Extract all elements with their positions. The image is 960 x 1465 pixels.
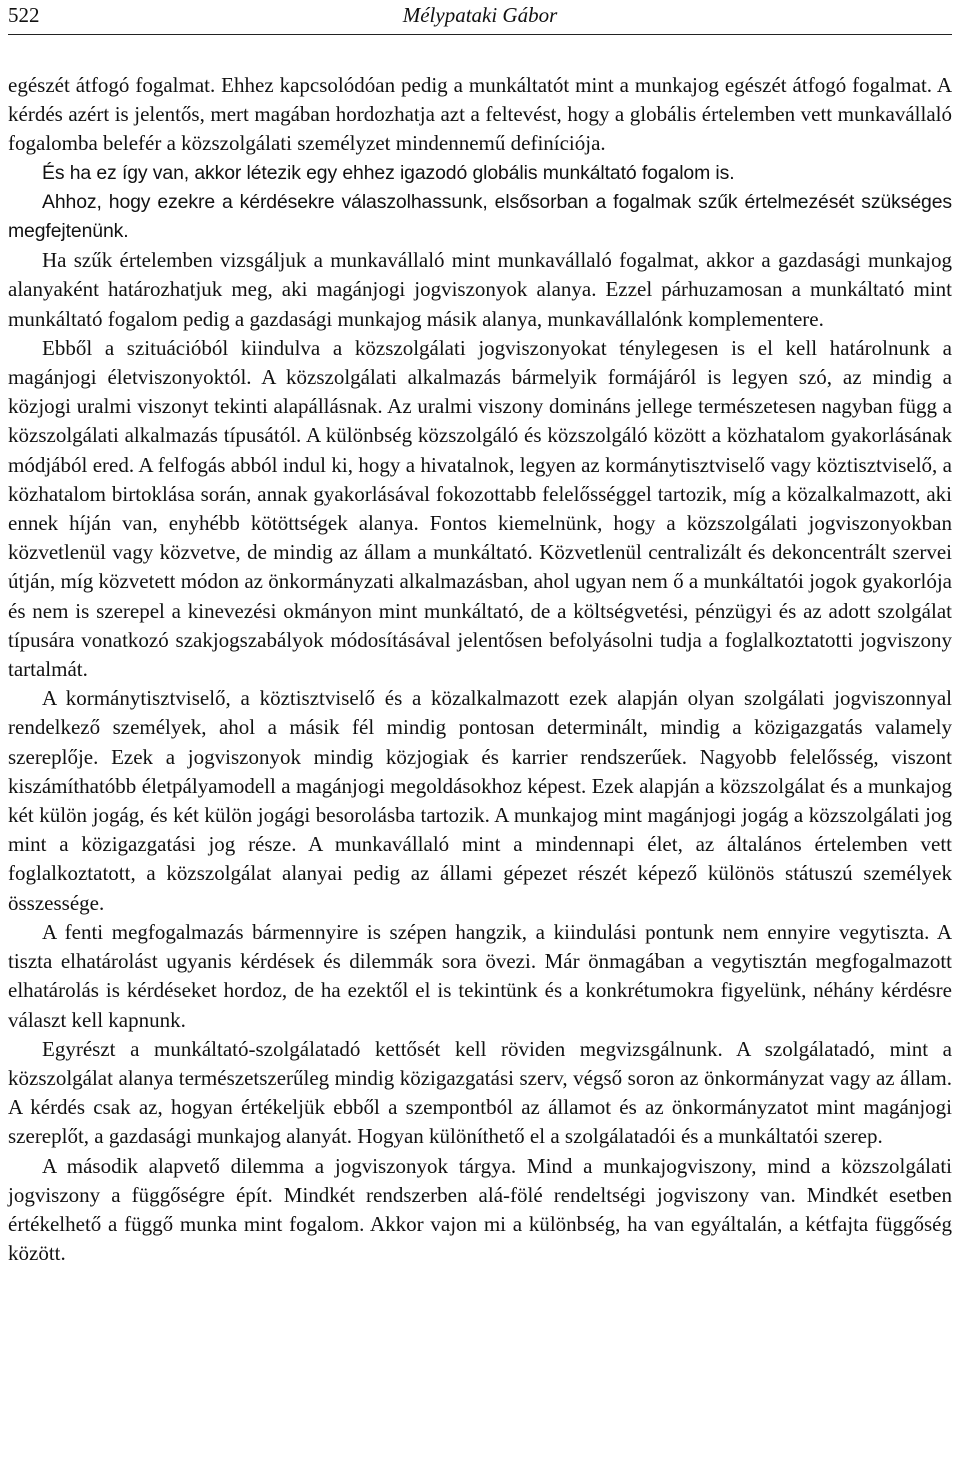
paragraph-5: Ebből a szituációból kiindulva a közszolgálati jogviszonyokat ténylegesen is el kell határolnunk a magánjogi életviszonyoktól. A közszolgálati alkalmazás bármelyik formájáról is legyen szó, az mindig a közjogi uralmi viszonyt tekinti alapállásnak. Az uralmi viszony domináns jellege természetesen nagyban függ a közszolgálati alkalmazás típusától. A különbség közszolgáló és közszolgáló között a közhatalom gyakorlásának módjából ered. A felfogás abból indul ki, hogy a hivatalnok, legyen az kormánytisztviselő vagy köztisztviselő, a közhatalom birtoklása során, annak gyakorlásával fokozottabb felelősséggel tartozik, míg a közalkalmazott, aki ennek híján van, enyhébb kötöttségek alanya. Fontos kiemelnünk, hogy a közszolgálati jogviszonyokban közvetlenül vagy közvetve, de mindig az állam a munkáltató. Közvetlenül centralizált és dekoncentrált szervei útján, míg közvetett módon az önkormányzati alkalmazásban, ahol ugyan nem ő a munkáltatói jogok gyakorlója és nem is szerepel a kinevezési okmányon mint munkáltató, de a költségvetési, pénzügyi és az adott szolgálat típusára vonatkozó szakjogszabályok módosításával jelentősen befolyásolni tudja a foglalkoztatotti jogviszony tartalmát.	[8, 335, 952, 682]
running-title: Mélypataki Gábor	[402, 3, 558, 27]
running-header	[8, 0, 952, 35]
paragraph-1: egészét átfogó fogalmat. Ehhez kapcsolódóan pedig a munkáltatót mint a munkajog egészét átfogó fogalmat. A kérdés azért is jelentős, mert magában hordozhatja azt a feltevést, hogy a globális értelemben vett munkavállaló fogalomba belefér a közszolgálati személyzet mindennemű definíciója.	[8, 73, 952, 156]
document-page	[8, 0, 952, 1268]
paragraph-8: Egyrészt a munkáltató-szolgálatadó kettősét kell röviden megvizsgálnunk. A szolgálatadó, mint a közszolgálat alanya természetszerűleg mindig közigazgatási szerv, végső soron az önkormányzat vagy az állam. A kérdés csak az, hogyan értékeljük ebből a szempontból az államot és az önkormányzatot mint magánjogi szereplőt, a gazdasági munkajog alanyát. Hogyan különíthető el a szolgálatadói és a munkáltatói szerep.	[8, 1036, 952, 1149]
paragraph-2: És ha ez így van, akkor létezik egy ehhez igazodó globális munkáltató fogalom is.	[42, 161, 735, 184]
page-number: 522	[8, 3, 40, 27]
paragraph-3: Ahhoz, hogy ezekre a kérdésekre válaszolhassunk, elsősorban a fogalmak szűk értelmezését szükséges megfejtenünk.	[8, 190, 952, 243]
paragraph-6: A kormánytisztviselő, a köztisztviselő és a közalkalmazott ezek alapján olyan szolgálati jogviszonnyal rendelkező személyek, ahol a másik fél mindig pontosan determinált, mindig a közigazgatás valamely szereplője. Ezek a jogviszonyok mindig közjogiak és karrier rendszerűek. Nagyobb felelősség, viszont kiszámíthatóbb életpályamodell a magánjogi megoldásokhoz képest. Ezek alapján a közszolgálat és a munkajog két külön jogág, és két külön jogági besorolásba tartozik. A munkajog mint magánjogi jogág a közszolgálati jog mint a közigazgatási jog része. A munkavállaló mint a mindennapi élet, az általános értelemben vett foglalkoztatott, a közszolgálat alanyai pedig az állami gépezet részét képező különös státuszú személyek összessége.	[8, 686, 952, 915]
paragraph-4: Ha szűk értelemben vizsgáljuk a munkavállaló mint munkavállaló fogalmat, akkor a gazdasági munkajog alanyaként határozhatjuk meg, aki magánjogi jogviszonyok alanya. Ezzel párhuzamosan a munkáltató mint munkáltató fogalom pedig a gazdasági munkajog másik alanya, munkavállalónk komplementere.	[8, 248, 952, 331]
paragraph-7: A fenti megfogalmazás bármennyire is szépen hangzik, a kiindulási pontunk nem ennyire vegytiszta. A tiszta elhatárolást ugyanis kérdések és dilemmák sora övezi. Már önmagában a vegytisztán megfogalmazott elhatárolás is kérdéseket hordoz, de ha ezektől el is tekintünk és a konkrétumokra figyelünk, néhány kérdésre választ kell kapnunk.	[8, 919, 952, 1032]
body-text	[8, 71, 952, 1268]
paragraph-9: A második alapvető dilemma a jogviszonyok tárgya. Mind a munkajogviszony, mind a közszolgálati jogviszony a függőségre épít. Mindkét rendszerben alá-fölé rendeltségi jogviszony van. Mindkét esetben értékelhető a függő munka mint fogalom. Akkor vajon mi a különbség, ha van egyáltalán, a kétfajta függőség között.	[8, 1153, 952, 1266]
